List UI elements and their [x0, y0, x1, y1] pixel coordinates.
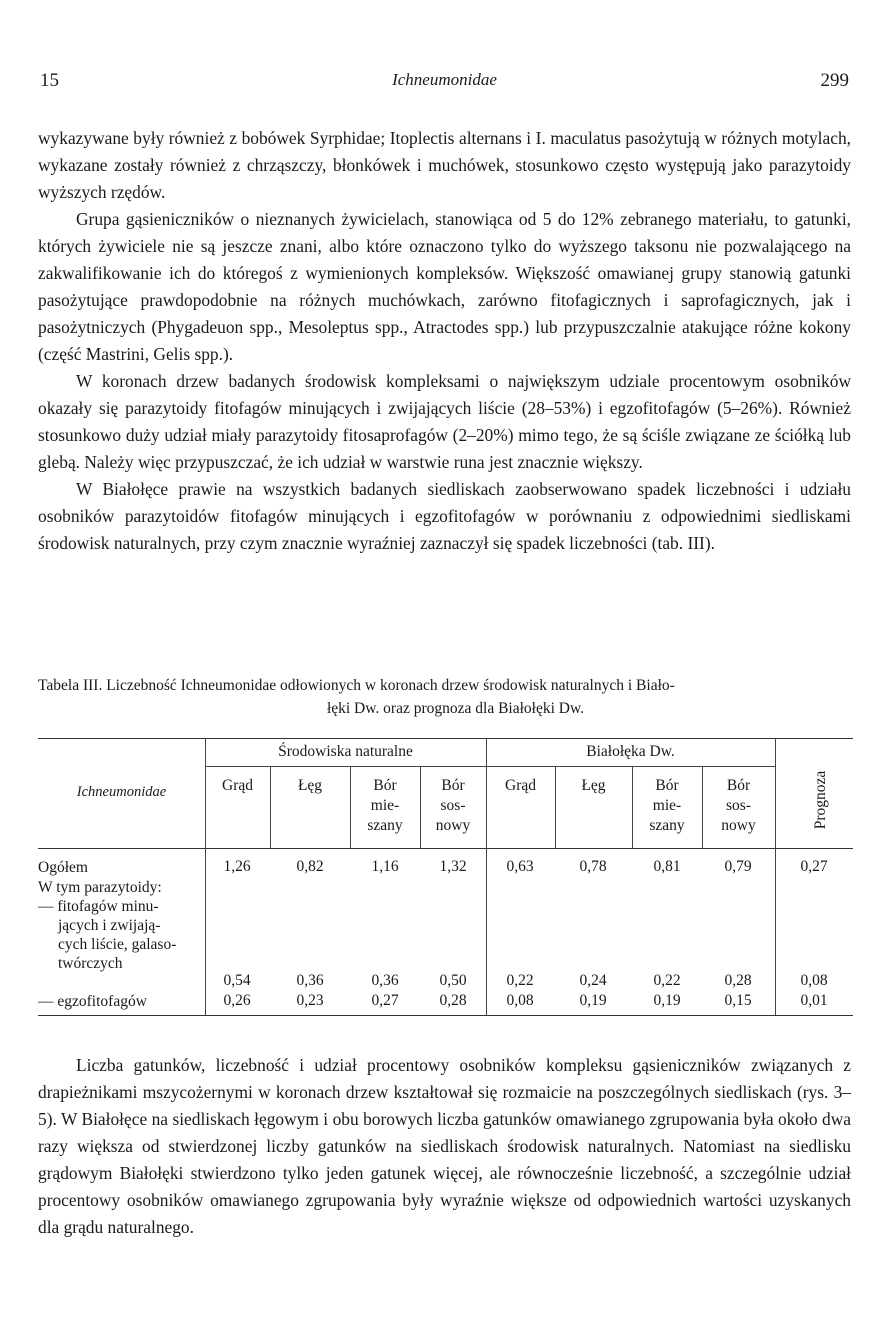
table-cell: 0,15: [724, 992, 752, 1009]
col-header: Bór mie- szany: [649, 777, 685, 834]
col-header: Grąd: [505, 777, 536, 794]
paragraph: Grupa gąsieniczników o nieznanych żywicielach, stanowiąca od 5 do 12% zebranego materiału, to gatunki, których żywiciele nie są jeszcze znani, albo które oznaczono tylko do wyższego taksonu nie pozwalającego na zakwalifikowanie ich do któregoś z wymienionych kompleksów. Większość omawianej grupy stanowią gatunki pasożytujące prawdopodobnie na różnych muchówkach, zarówno fitofagicznych i saprofagicznych, jak i pasożytniczych (Phygadeuon spp., Mesoleptus spp., Atractodes spp.) lub przypuszczalnie atakujące różne kokony (część Mastrini, Gelis spp.).: [38, 209, 851, 364]
group-header-bialoleka: Białołęka Dw.: [586, 743, 675, 760]
caption-line-1: Tabela III. Liczebność Ichneumonidae odłowionych w koronach drzew środowisk naturalnych i Biało-: [38, 677, 675, 694]
caption-line-2: łęki Dw. oraz prognoza dla Białołęki Dw.: [326, 700, 585, 717]
table-header-rule: [38, 848, 853, 849]
col-header: Grąd: [222, 777, 253, 794]
table-cell: 0,82: [296, 858, 324, 875]
body-text-bottom: [38, 1052, 851, 1241]
paragraph: Liczba gatunków, liczebność i udział procentowy osobników kompleksu gąsieniczników związanych z drapieżnikami mszycożernymi w koronach drzew kształtował się rozmaicie na poszczególnych siedliskach (rys. 3–5). W Białołęce na siedliskach łęgowym i obu borowych liczba gatunków omawianego zgrupowania była około dwa razy większa od stwierdzonej liczby gatunków na siedliskach środowisk naturalnych. Natomiast na siedlisku grądowym Białołęki stwierdzono tylko jeden gatunek więcej, ale równocześnie liczebność, a szczególnie udział procentowy osobników omawianego zgrupowania były wyraźnie większe od odpowiednich wartości uzyskanych dla grądu naturalnego.: [38, 1055, 851, 1237]
row-label-total: Ogółem: [38, 859, 88, 876]
table-cell: 0,36: [371, 972, 399, 989]
table-cell: 0,26: [223, 992, 251, 1009]
group-rule: [205, 766, 486, 767]
table-cell: 0,19: [653, 992, 681, 1009]
paragraph: wykazywane były również z bobówek Syrphidae; Itoplectis alternans i I. maculatus pasożytują w różnych motylach, wykazane zostały również z chrząszczy, błonkówek i muchówek, stosunkowo często występują jako parazytoidy wyższych rzędów.: [38, 128, 851, 202]
col-divider: [775, 738, 776, 1015]
col-header: Bór sos- nowy: [721, 777, 756, 834]
table-cell: 0,27: [371, 992, 399, 1009]
table-cell: 0,28: [439, 992, 467, 1009]
table-cell: 1,32: [439, 858, 467, 875]
table-top-rule: [38, 738, 853, 739]
paragraph: W Białołęce prawie na wszystkich badanych siedliskach zaobserwowano spadek liczebności i udziału osobników parazytoidów fitofagów minujących i egzofitofagów w porównaniu z odpowiednimi siedliskami środowisk naturalnych, przy czym znacznie wyraźniej zaznaczył się spadek liczebności (tab. III).: [38, 479, 851, 553]
table-caption: [38, 674, 853, 720]
table-cell: 0,27: [800, 858, 828, 875]
table-cell: 0,81: [653, 858, 681, 875]
page-number: 299: [820, 70, 849, 91]
table-cell: 1,26: [223, 858, 251, 875]
group-rule: [486, 766, 775, 767]
table-cell: 0,63: [506, 858, 534, 875]
stub-header: Ichneumonidae: [76, 784, 167, 800]
table-cell: 0,24: [579, 972, 607, 989]
col-header: Bór sos- nowy: [435, 777, 471, 834]
body-text-top: [38, 125, 851, 557]
group-header-natural: Środowiska naturalne: [278, 743, 413, 760]
paragraph: W koronach drzew badanych środowisk kompleksami o największym udziale procentowym osobników okazały się parazytoidy fitofagów minujących i zwijających liście (28–53%) i egzofitofagów (5–26%). Również stosunkowo duży udział miały parazytoidy fitosaprofagów (2–20%) mimo tego, że są ściśle związane ze ściółką lub glebą. Należy więc przypuszczać, że ich udział w warstwie runa jest znacznie większy.: [38, 371, 851, 472]
col-header: Bór mie- szany: [367, 777, 403, 834]
table-cell: 0,19: [579, 992, 607, 1009]
table-cell: 0,50: [439, 972, 467, 989]
page-section-number: 15: [40, 70, 59, 91]
table-cell: 0,28: [724, 972, 752, 989]
table-cell: 0,01: [800, 992, 828, 1009]
table-cell: 0,78: [579, 858, 607, 875]
table-cell: 0,08: [506, 992, 534, 1009]
row-label-minujace: W tym parazytoidy: — fitofagów minu- jących i zwijają- cych liście, galaso- twórczych: [38, 879, 177, 972]
table-cell: 0,23: [296, 992, 324, 1009]
prognoza-header: [793, 750, 849, 850]
col-header: Łęg: [581, 777, 606, 794]
table-cell: 0,22: [653, 972, 681, 989]
table-cell: 0,54: [223, 972, 251, 989]
table-cell: 1,16: [371, 858, 399, 875]
row-label-egzofitofagi: — egzofitofagów: [38, 993, 147, 1010]
table-cell: 0,36: [296, 972, 324, 989]
table-bottom-rule: [38, 1015, 853, 1016]
prognoza-label: Prognoza: [812, 770, 829, 830]
col-header: Łęg: [297, 777, 323, 794]
table-cell: 0,08: [800, 972, 828, 989]
running-header: [40, 70, 849, 96]
table-cell: 0,79: [724, 858, 752, 875]
table-cell: 0,22: [506, 972, 534, 989]
running-title: Ichneumonidae: [392, 70, 497, 89]
